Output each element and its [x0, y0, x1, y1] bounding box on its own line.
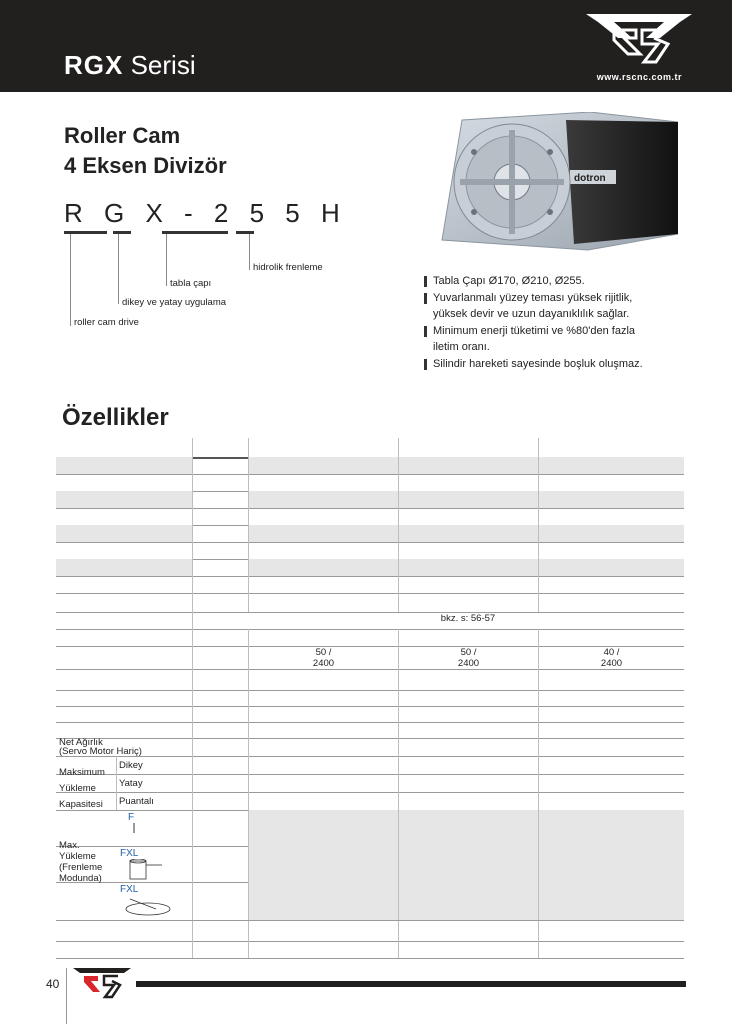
spec-label [56, 576, 192, 593]
spec-value [538, 542, 684, 559]
spec-unit [192, 690, 248, 706]
table-row [56, 722, 684, 739]
footer-divider [66, 968, 67, 1024]
table-row [56, 646, 684, 670]
spec-value [538, 508, 684, 525]
spec-label [56, 474, 192, 491]
capacity-label-line: Yükleme [59, 783, 96, 794]
spec-value [248, 846, 398, 882]
capacity-sub-label: Puantalı [116, 792, 192, 810]
load-symbol: F [128, 812, 135, 823]
spec-unit [192, 706, 248, 722]
spec-value [398, 508, 538, 525]
spec-value [538, 559, 684, 576]
spec-value [398, 940, 538, 958]
tilting-load-icon [116, 895, 176, 917]
table-row [56, 559, 684, 577]
spec-value [538, 474, 684, 491]
spec-label [56, 508, 192, 525]
leader-line [249, 234, 250, 270]
spec-value [538, 646, 684, 669]
header-bar [0, 0, 732, 92]
load-symbol: FXL [120, 848, 139, 859]
rs-logo-icon [72, 966, 132, 1000]
spec-unit [192, 457, 248, 474]
spec-value [248, 525, 398, 542]
spec-unit [192, 921, 248, 941]
load-diagram [116, 846, 192, 882]
code-underline-255 [162, 231, 228, 234]
spec-value [538, 690, 684, 706]
label-drive: roller cam drive [74, 317, 139, 328]
spec-value [538, 792, 684, 810]
spec-value [248, 593, 398, 612]
model-code: R G X - 2 5 5 H [64, 198, 347, 228]
section-title: Özellikler [62, 404, 169, 431]
spec-unit [192, 722, 248, 738]
load-diagram [116, 810, 192, 846]
spec-value-line: 50 / [460, 646, 477, 658]
spec-label [56, 612, 192, 629]
table-row [56, 629, 684, 647]
spec-value [248, 542, 398, 559]
spec-value [248, 774, 398, 792]
spec-value [538, 525, 684, 542]
spec-unit [192, 612, 248, 629]
spec-value [538, 810, 684, 846]
spec-unit [192, 792, 248, 810]
spec-value [248, 474, 398, 491]
feature-line: Tabla Çapı Ø170, Ø210, Ø255. [424, 273, 704, 290]
spec-value [248, 690, 398, 706]
max-load-label-line: Modunda) [59, 873, 102, 884]
feature-line: Minimum enerji tüketimi ve %80'den fazla [424, 323, 704, 340]
label-usage: dikey ve yatay uygulama [122, 297, 227, 308]
table-row [56, 756, 684, 775]
max-load-label [59, 840, 102, 884]
series-title: RGX Serisi [64, 50, 196, 80]
spec-value [248, 738, 398, 756]
spec-value [538, 921, 684, 941]
load-symbol: FXL [120, 884, 139, 895]
leader-line [118, 234, 119, 304]
spec-label [56, 921, 192, 941]
table-row [56, 690, 684, 707]
spec-value [248, 921, 398, 941]
spec-value [398, 882, 538, 920]
feature-line: Yuvarlanmalı yüzey teması yüksek rijitlik, [424, 290, 704, 307]
table-row [56, 525, 684, 543]
website-url: www.rscnc.com.tr [596, 72, 682, 82]
spec-label [56, 629, 192, 646]
spec-value [248, 457, 398, 474]
feature-line: Silindir hareketi sayesinde boşluk oluşmaz. [424, 356, 704, 373]
spec-label [56, 593, 192, 612]
label-brake: hidrolik frenleme [253, 262, 323, 273]
spec-unit [192, 646, 248, 669]
spec-value [248, 646, 398, 669]
spec-value [538, 669, 684, 690]
table-row [56, 508, 684, 526]
brand-label: dotron [574, 173, 606, 184]
spec-value [398, 525, 538, 542]
spec-label [56, 669, 192, 690]
spec-value [538, 774, 684, 792]
spec-value [248, 940, 398, 958]
spec-value [398, 722, 538, 738]
table-row [56, 882, 684, 921]
code-underline-h [236, 231, 254, 234]
spec-value [248, 722, 398, 738]
table-header [56, 438, 684, 459]
feature-list [424, 273, 704, 372]
capacity-sub-label: Dikey [116, 756, 192, 774]
table-row [56, 669, 684, 691]
spec-value [248, 810, 398, 846]
spec-value [398, 846, 538, 882]
feature-line: yüksek devir ve uzun dayanıklılık sağlar. [433, 308, 630, 320]
spec-label [56, 491, 192, 508]
load-diagram [116, 882, 192, 920]
spec-value [398, 669, 538, 690]
spec-value [538, 457, 684, 474]
spec-value [398, 629, 538, 646]
spec-value [538, 491, 684, 508]
model-name-400 [538, 438, 684, 457]
model-header [56, 438, 192, 457]
model-name-255 [248, 438, 398, 457]
spec-value [538, 882, 684, 920]
table-row [56, 774, 684, 793]
product-title-line1: Roller Cam [64, 123, 181, 148]
spec-unit [192, 508, 248, 525]
leader-line [70, 234, 71, 326]
spec-unit [192, 559, 248, 576]
axial-load-icon [116, 823, 176, 845]
spec-value [538, 593, 684, 612]
table-row [56, 457, 684, 475]
spec-value [398, 593, 538, 612]
spec-label [56, 542, 192, 559]
capacity-label [59, 765, 105, 813]
spec-unit [192, 810, 248, 846]
spec-value-line: 2400 [600, 657, 623, 669]
spec-value [398, 792, 538, 810]
spec-unit [192, 940, 248, 958]
spec-value-span: bkz. s: 56-57 [440, 613, 496, 624]
spec-value-line: 2400 [457, 657, 480, 669]
label-table: tabla çapı [170, 278, 212, 289]
spec-value [398, 738, 538, 756]
spec-value [248, 491, 398, 508]
spec-value [398, 810, 538, 846]
spec-unit [192, 525, 248, 542]
spec-value [538, 846, 684, 882]
table-row [56, 810, 684, 847]
spec-unit [192, 846, 248, 882]
spec-value [398, 646, 538, 669]
spec-label [56, 706, 192, 722]
spec-value [248, 706, 398, 722]
spec-value-line: 2400 [312, 657, 335, 669]
capacity-label-line: Maksimum [59, 767, 105, 778]
table-row [56, 738, 684, 757]
spec-unit [192, 882, 248, 920]
spec-label [56, 722, 192, 738]
footer-bar [136, 981, 686, 987]
table-row [56, 612, 684, 630]
spec-value [398, 491, 538, 508]
spec-value [248, 576, 398, 593]
spec-value [248, 882, 398, 920]
spec-unit [192, 474, 248, 491]
spec-value [248, 629, 398, 646]
spec-value [398, 474, 538, 491]
spec-value [398, 576, 538, 593]
spec-unit [192, 738, 248, 756]
max-load-label-line: (Frenleme [59, 862, 103, 873]
feature-line: iletim oranı. [433, 341, 490, 353]
rotary-table-image [440, 112, 678, 260]
spec-unit [192, 491, 248, 508]
spec-label [56, 457, 192, 474]
spec-value [248, 508, 398, 525]
table-row [56, 706, 684, 723]
product-title-line2: 4 Eksen Divizör [64, 153, 227, 178]
table-row [56, 474, 684, 492]
leader-line [166, 234, 167, 286]
spec-value [538, 722, 684, 738]
spec-value [398, 457, 538, 474]
spec-label [56, 646, 192, 669]
spec-value [398, 774, 538, 792]
spec-label [56, 940, 192, 958]
capacity-label-line: Kapasitesi [59, 799, 103, 810]
moment-load-icon [116, 859, 176, 881]
table-row [56, 792, 684, 811]
spec-unit [192, 629, 248, 646]
spec-label [56, 559, 192, 576]
spec-unit [192, 669, 248, 690]
model-name-320 [398, 438, 538, 457]
spec-value [248, 792, 398, 810]
spec-label-line: (Servo Motor Hariç) [59, 746, 142, 757]
code-underline-x [113, 231, 131, 234]
capacity-sub-label: Yatay [116, 774, 192, 792]
spec-value [538, 576, 684, 593]
table-row [56, 576, 684, 594]
spec-value [538, 940, 684, 958]
spec-value [248, 559, 398, 576]
spec-label [56, 690, 192, 706]
spec-value [538, 629, 684, 646]
table-row [56, 491, 684, 509]
spec-value [248, 756, 398, 774]
table-row [56, 920, 684, 942]
spec-unit [192, 593, 248, 612]
spec-value [398, 756, 538, 774]
spec-value [398, 690, 538, 706]
rs-logo-icon [584, 8, 694, 68]
spec-value [538, 706, 684, 722]
spec-label [56, 525, 192, 542]
spec-label [56, 738, 192, 756]
spec-value-line: 50 / [315, 646, 332, 658]
spec-value [248, 669, 398, 690]
spec-value [398, 542, 538, 559]
unit-header [192, 438, 248, 457]
spec-unit [192, 576, 248, 593]
spec-unit [192, 542, 248, 559]
spec-label-line: Net Ağırlık [59, 737, 103, 748]
spec-value [538, 756, 684, 774]
table-row [56, 940, 684, 959]
spec-unit [192, 756, 248, 774]
table-row [56, 542, 684, 560]
page-number: 40 [46, 977, 60, 991]
table-row [56, 846, 684, 883]
spec-value [398, 559, 538, 576]
max-load-label-line: Max. [59, 840, 80, 851]
table-row [56, 593, 684, 613]
spec-value-line: 40 / [603, 646, 620, 658]
spec-value [538, 738, 684, 756]
spec-value [398, 706, 538, 722]
max-load-label-line: Yükleme [59, 851, 96, 862]
spec-value [398, 921, 538, 941]
spec-unit [192, 774, 248, 792]
